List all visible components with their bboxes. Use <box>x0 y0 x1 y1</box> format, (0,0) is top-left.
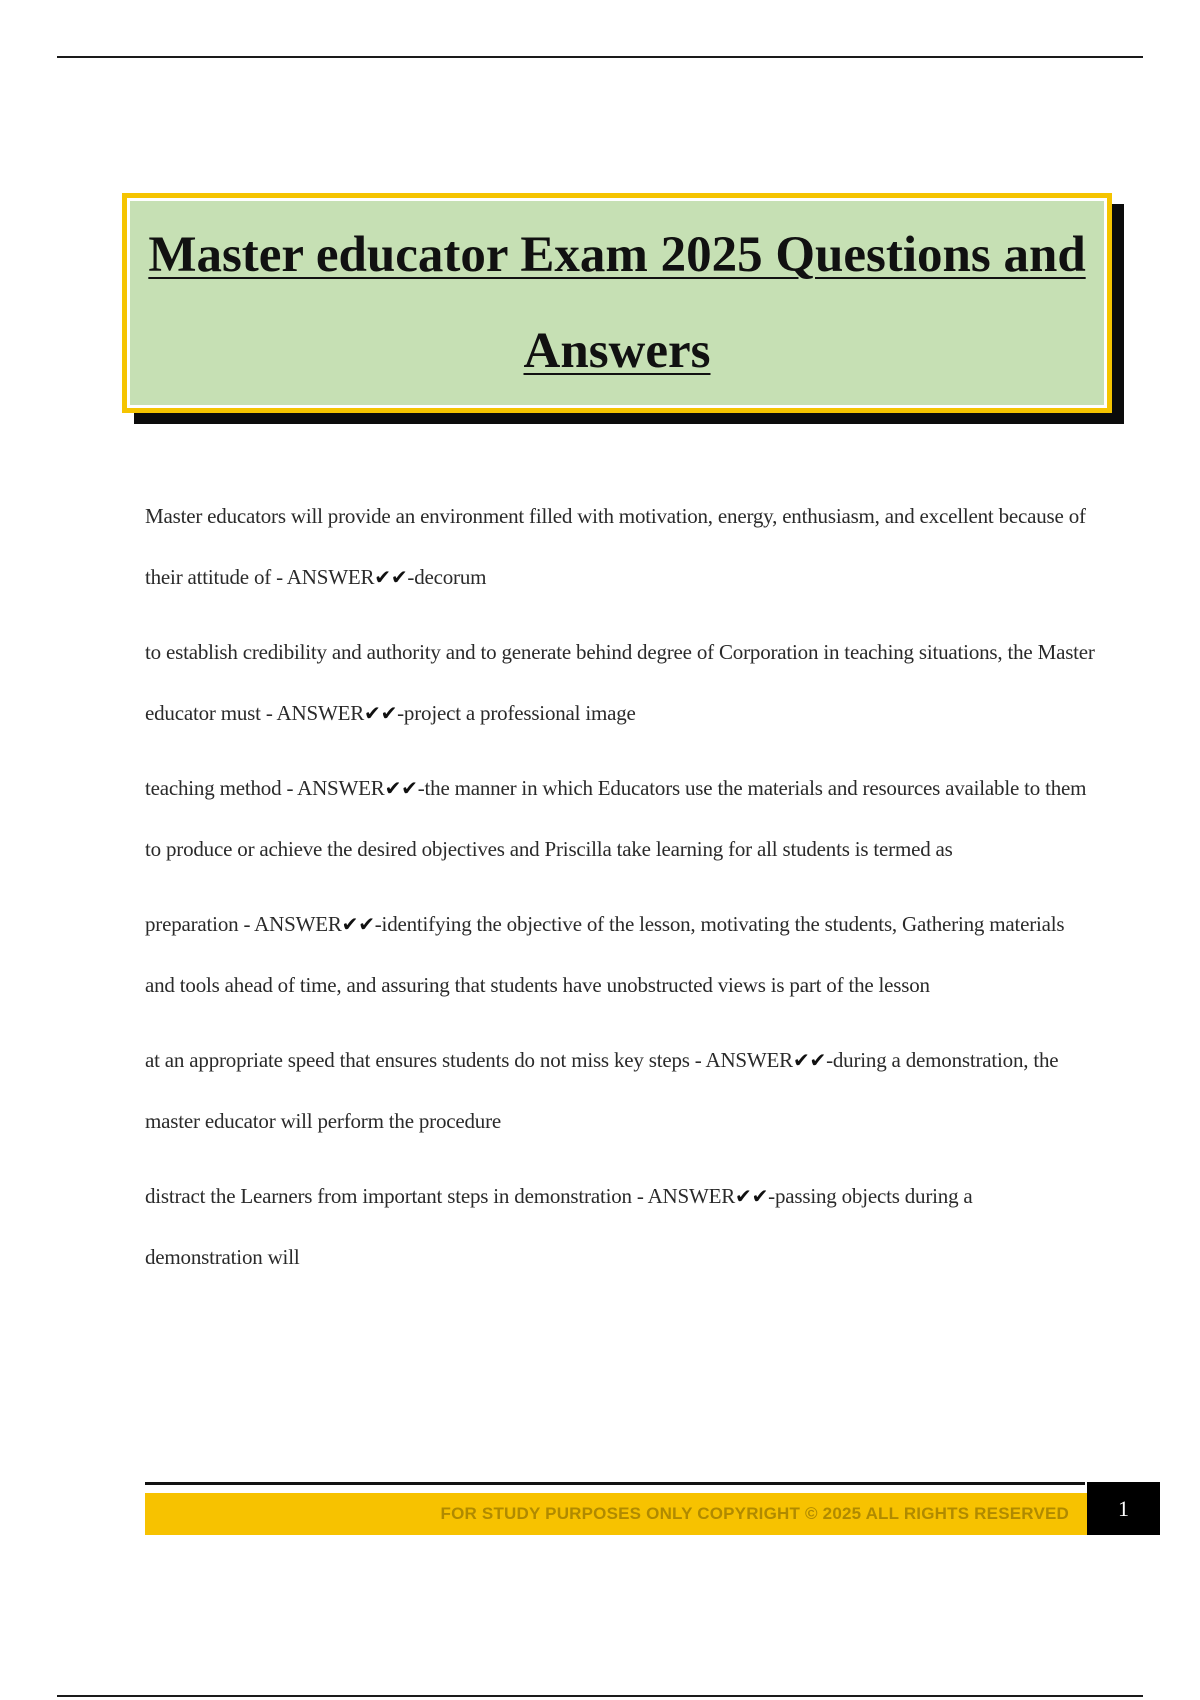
answer-marker: - ANSWER <box>265 701 365 725</box>
top-rule <box>57 56 1143 58</box>
check-marks-icon: ✔✔ <box>374 565 408 589</box>
check-marks-icon: ✔✔ <box>384 776 418 800</box>
qa-item <box>145 622 1095 744</box>
qa-answer: -passing objects during a demonstration will <box>145 1184 973 1269</box>
qa-answer: -during a demonstration, the master educator will perform the procedure <box>145 1048 1059 1133</box>
qa-question: preparation <box>145 912 239 936</box>
bottom-rule <box>57 1695 1143 1697</box>
answer-marker: - ANSWER <box>636 1184 736 1208</box>
footer-copyright: FOR STUDY PURPOSES ONLY COPYRIGHT © 2025 ALL RIGHTS RESERVED <box>440 1504 1069 1523</box>
check-marks-icon: ✔✔ <box>735 1184 769 1208</box>
qa-list <box>145 486 1095 1302</box>
qa-item <box>145 486 1095 608</box>
qa-answer: -project a professional image <box>397 701 636 725</box>
title-box <box>122 193 1112 413</box>
answer-marker: - ANSWER <box>694 1048 793 1072</box>
document-title: Master educator Exam 2025 Questions and Answers <box>148 227 1086 379</box>
qa-item <box>145 894 1095 1016</box>
qa-question: distract the Learners from important steps in demonstration <box>145 1184 632 1208</box>
qa-answer: -decorum <box>407 565 487 589</box>
answer-marker: - ANSWER <box>286 776 385 800</box>
footer-band <box>145 1493 1087 1535</box>
qa-answer: -identifying the objective of the lesson, motivating the students, Gathering materials and tools ahead of time, and assuring that students have unobstructed views is part of the lesson <box>145 912 1065 997</box>
qa-item <box>145 1166 1095 1288</box>
check-marks-icon: ✔✔ <box>341 912 375 936</box>
check-marks-icon: ✔✔ <box>364 701 398 725</box>
qa-item <box>145 758 1095 880</box>
qa-question: at an appropriate speed that ensures students do not miss key steps <box>145 1048 690 1072</box>
check-marks-icon: ✔✔ <box>792 1048 827 1072</box>
answer-marker: - ANSWER <box>243 912 342 936</box>
qa-answer: -the manner in which Educators use the materials and resources available to them to produce or achieve the desired objectives and Priscilla take learning for all students is termed as <box>145 776 1087 861</box>
qa-item <box>145 1030 1095 1152</box>
footer-rule <box>145 1482 1085 1485</box>
page-number: 1 <box>1087 1482 1160 1535</box>
qa-question: teaching method <box>145 776 282 800</box>
qa-question: to establish credibility and authority and to generate behind degree of Corporation in teaching situations, the Master educator must <box>145 640 1095 725</box>
answer-marker: - ANSWER <box>276 565 375 589</box>
qa-question: Master educators will provide an environment filled with motivation, energy, enthusiasm, and excellent because of their attitude of <box>145 504 1086 589</box>
